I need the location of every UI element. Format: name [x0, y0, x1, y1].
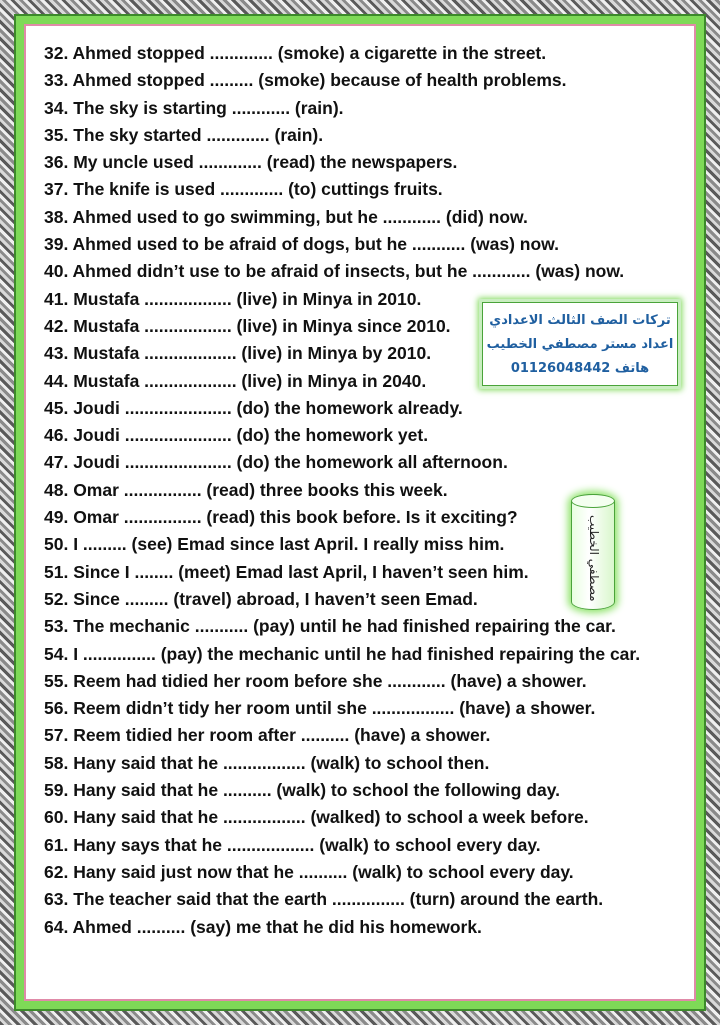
exercise-50: 50. I ......... (see) Emad since last April. I really miss him.: [44, 534, 505, 555]
author-cylinder-badge: [571, 494, 615, 610]
exercise-43: 43. Mustafa ................... (live) in Minya by 2010.: [44, 343, 432, 364]
exercise-49: 49. Omar ................ (read) this book before. Is it exciting?: [44, 507, 518, 528]
exercise-35: 35. The sky started ............. (rain).: [44, 124, 324, 145]
exercise-57: 57. Reem tidied her room after .......... (have) a shower.: [44, 725, 491, 746]
exercise-53: 53. The mechanic ........... (pay) until he had finished repairing the car.: [44, 616, 616, 637]
exercise-58: 58. Hany said that he ................. (walk) to school then.: [44, 752, 490, 773]
exercise-55: 55. Reem had tidied her room before she ............ (have) a shower.: [44, 670, 587, 691]
exercise-61: 61. Hany says that he .................. (walk) to school every day.: [44, 834, 541, 855]
exercise-54: 54. I ............... (pay) the mechanic until he had finished repairing the car.: [44, 643, 641, 664]
exercise-44: 44. Mustafa ................... (live) in Minya in 2040.: [44, 370, 427, 391]
exercise-64: 64. Ahmed .......... (say) me that he did his homework.: [44, 916, 482, 937]
exercise-32: 32. Ahmed stopped ............. (smoke) a cigarette in the street.: [44, 43, 547, 63]
exercise-46: 46. Joudi ...................... (do) the homework yet.: [44, 425, 429, 446]
exercise-63: 63. The teacher said that the earth ............... (turn) around the earth.: [44, 889, 604, 910]
exercise-37: 37. The knife is used ............. (to) cuttings fruits.: [44, 179, 443, 200]
exercise-47: 47. Joudi ...................... (do) the homework all afternoon.: [44, 452, 508, 473]
exercise-41: 41. Mustafa .................. (live) in Minya in 2010.: [44, 288, 422, 309]
stamp-title: تركات الصف الثالث الاعدادي: [489, 313, 671, 328]
exercise-39: 39. Ahmed used to be afraid of dogs, but he ........... (was) now.: [44, 234, 560, 255]
stamp-author: اعداد مستر مصطفي الخطيب: [486, 337, 674, 352]
author-stamp: [482, 302, 678, 386]
exercise-60: 60. Hany said that he ................. (walked) to school a week before.: [44, 807, 589, 828]
exercise-59: 59. Hany said that he .......... (walk) to school the following day.: [44, 780, 561, 801]
exercise-48: 48. Omar ................ (read) three books this week.: [44, 479, 448, 500]
stamp-phone: هاتف 01126048442: [510, 361, 650, 376]
cylinder-label: مصطفي الخطيب: [587, 514, 601, 602]
exercise-45: 45. Joudi ...................... (do) the homework already.: [44, 397, 463, 418]
exercise-list: [44, 40, 684, 941]
exercise-52: 52. Since ......... (travel) abroad, I haven’t seen Emad.: [44, 588, 478, 609]
exercise-62: 62. Hany said just now that he .......... (walk) to school every day.: [44, 861, 574, 882]
exercise-40: 40. Ahmed didn’t use to be afraid of insects, but he ............ (was) now.: [44, 261, 625, 282]
exercise-38: 38. Ahmed used to go swimming, but he ............ (did) now.: [44, 206, 528, 227]
exercise-33: 33. Ahmed stopped ......... (smoke) because of health problems.: [44, 70, 567, 91]
exercise-34: 34. The sky is starting ............ (rain).: [44, 97, 344, 118]
exercise-56: 56. Reem didn’t tidy her room until she ................. (have) a shower.: [44, 698, 596, 719]
cylinder-top: [571, 494, 615, 508]
exercise-36: 36. My uncle used ............. (read) the newspapers.: [44, 152, 458, 173]
exercise-42: 42. Mustafa .................. (live) in Minya since 2010.: [44, 315, 451, 336]
exercise-51: 51. Since I ........ (meet) Emad last April, I haven’t seen him.: [44, 561, 529, 582]
